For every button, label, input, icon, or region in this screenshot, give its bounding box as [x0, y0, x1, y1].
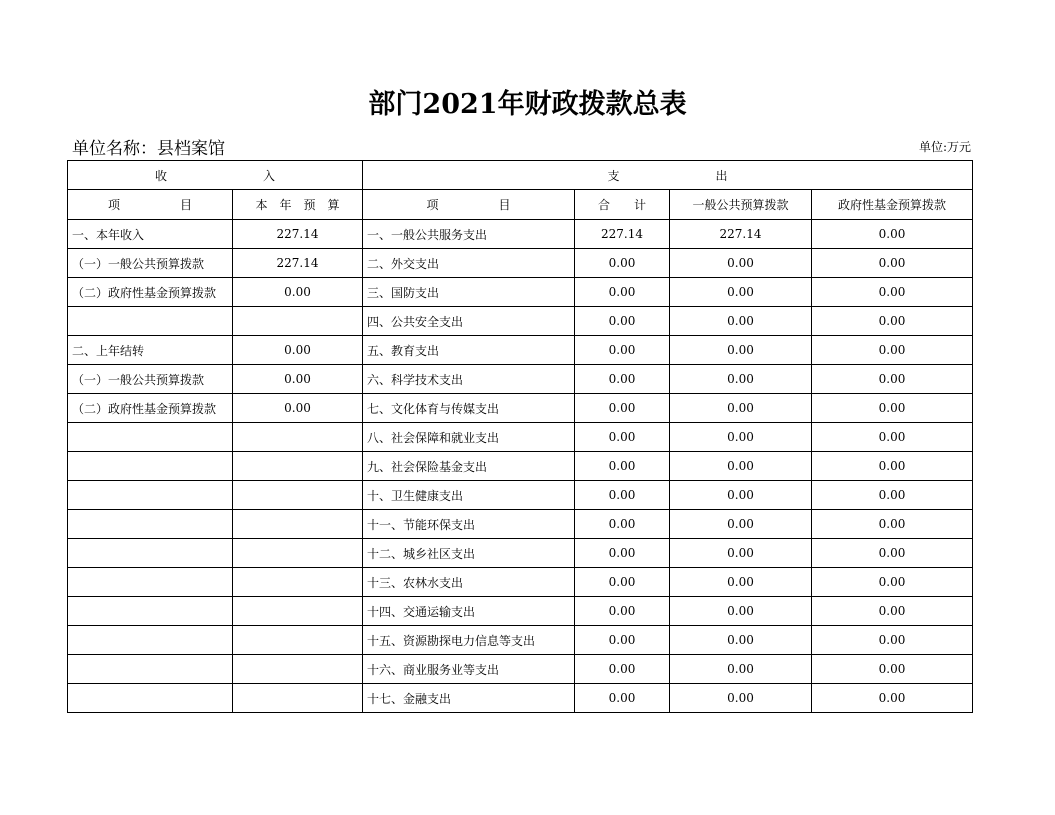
fund-budget-cell: 0.00: [812, 626, 973, 655]
income-item-cell: （二）政府性基金预算拨款: [68, 394, 233, 423]
general-budget-cell: 0.00: [670, 539, 812, 568]
income-item-cell: [68, 539, 233, 568]
income-item-cell: 二、上年结转: [68, 336, 233, 365]
income-value-cell: [233, 307, 363, 336]
expense-header: 支 出: [363, 161, 973, 190]
income-header: 收 入: [68, 161, 363, 190]
expense-item-cell: 二、外交支出: [363, 249, 575, 278]
unit-label: 单位:万元: [918, 140, 971, 154]
general-budget-cell: 0.00: [670, 510, 812, 539]
total-header: 合 计: [575, 190, 670, 220]
table-row: [68, 568, 973, 597]
income-value-cell: 0.00: [233, 278, 363, 307]
general-budget-cell: 0.00: [670, 336, 812, 365]
expense-item-cell: 五、教育支出: [363, 336, 575, 365]
income-item-cell: （二）政府性基金预算拨款: [68, 278, 233, 307]
table-row: [68, 626, 973, 655]
budget-table: [67, 160, 973, 713]
total-cell: 0.00: [575, 249, 670, 278]
income-value-cell: [233, 684, 363, 713]
general-budget-header: 一般公共预算拨款: [670, 190, 812, 220]
fund-budget-cell: 0.00: [812, 684, 973, 713]
table-row: [68, 394, 973, 423]
income-value-cell: [233, 539, 363, 568]
income-value-cell: [233, 481, 363, 510]
general-budget-cell: 0.00: [670, 394, 812, 423]
total-cell: 0.00: [575, 597, 670, 626]
expense-item-cell: 八、社会保障和就业支出: [363, 423, 575, 452]
income-value-cell: [233, 510, 363, 539]
fund-budget-cell: 0.00: [812, 220, 973, 249]
table-row: [68, 452, 973, 481]
general-budget-cell: 0.00: [670, 423, 812, 452]
general-budget-cell: 0.00: [670, 597, 812, 626]
fund-budget-cell: 0.00: [812, 510, 973, 539]
fund-budget-cell: 0.00: [812, 568, 973, 597]
income-value-cell: 227.14: [233, 249, 363, 278]
total-cell: 0.00: [575, 394, 670, 423]
unit-name: 单位名称：县档案馆: [72, 139, 225, 159]
expense-item-cell: 六、科学技术支出: [363, 365, 575, 394]
expense-item-cell: 九、社会保险基金支出: [363, 452, 575, 481]
income-item-cell: 一、本年收入: [68, 220, 233, 249]
fund-budget-cell: 0.00: [812, 394, 973, 423]
income-item-cell: [68, 307, 233, 336]
expense-item-cell: 十三、农林水支出: [363, 568, 575, 597]
general-budget-cell: 0.00: [670, 307, 812, 336]
general-budget-cell: 0.00: [670, 249, 812, 278]
income-item-cell: [68, 510, 233, 539]
expense-item-cell: 四、公共安全支出: [363, 307, 575, 336]
fund-budget-cell: 0.00: [812, 597, 973, 626]
table-row: [68, 481, 973, 510]
income-value-cell: 0.00: [233, 365, 363, 394]
expense-item-cell: 七、文化体育与传媒支出: [363, 394, 575, 423]
fund-budget-cell: 0.00: [812, 307, 973, 336]
header-row-1: [68, 161, 973, 190]
expense-item-cell: 十四、交通运输支出: [363, 597, 575, 626]
table-row: [68, 510, 973, 539]
income-value-cell: 0.00: [233, 394, 363, 423]
general-budget-cell: 0.00: [670, 278, 812, 307]
total-cell: 0.00: [575, 452, 670, 481]
income-item-cell: [68, 452, 233, 481]
fund-budget-cell: 0.00: [812, 365, 973, 394]
table-row: [68, 597, 973, 626]
general-budget-cell: 0.00: [670, 684, 812, 713]
fund-budget-header: 政府性基金预算拨款: [812, 190, 973, 220]
header-row-2: [68, 190, 973, 220]
total-cell: 227.14: [575, 220, 670, 249]
total-cell: 0.00: [575, 626, 670, 655]
total-cell: 0.00: [575, 278, 670, 307]
income-value-cell: 227.14: [233, 220, 363, 249]
general-budget-cell: 0.00: [670, 626, 812, 655]
expense-item-cell: 一、一般公共服务支出: [363, 220, 575, 249]
total-cell: 0.00: [575, 481, 670, 510]
income-value-cell: [233, 568, 363, 597]
fund-budget-cell: 0.00: [812, 481, 973, 510]
table-row: [68, 423, 973, 452]
table-row: [68, 336, 973, 365]
income-item-header: 项 目: [68, 190, 233, 220]
fund-budget-cell: 0.00: [812, 655, 973, 684]
fund-budget-cell: 0.00: [812, 336, 973, 365]
table-row: [68, 684, 973, 713]
table-row: [68, 365, 973, 394]
table-row: [68, 539, 973, 568]
total-cell: 0.00: [575, 365, 670, 394]
table-row: [68, 307, 973, 336]
income-value-cell: [233, 423, 363, 452]
total-cell: 0.00: [575, 307, 670, 336]
income-item-cell: [68, 423, 233, 452]
table-row: [68, 220, 973, 249]
fund-budget-cell: 0.00: [812, 249, 973, 278]
page-title: 部门2021年财政拨款总表: [368, 89, 687, 120]
budget-header: 本 年 预 算: [233, 190, 363, 220]
total-cell: 0.00: [575, 568, 670, 597]
income-value-cell: [233, 655, 363, 684]
fund-budget-cell: 0.00: [812, 452, 973, 481]
income-value-cell: 0.00: [233, 336, 363, 365]
table-row: [68, 655, 973, 684]
fund-budget-cell: 0.00: [812, 423, 973, 452]
income-item-cell: （一）一般公共预算拨款: [68, 365, 233, 394]
income-item-cell: [68, 568, 233, 597]
general-budget-cell: 227.14: [670, 220, 812, 249]
general-budget-cell: 0.00: [670, 452, 812, 481]
expense-item-cell: 十七、金融支出: [363, 684, 575, 713]
fund-budget-cell: 0.00: [812, 539, 973, 568]
expense-item-cell: 十二、城乡社区支出: [363, 539, 575, 568]
table-row: [68, 249, 973, 278]
table-row: [68, 278, 973, 307]
expense-item-cell: 十六、商业服务业等支出: [363, 655, 575, 684]
total-cell: 0.00: [575, 539, 670, 568]
general-budget-cell: 0.00: [670, 365, 812, 394]
expense-item-cell: 十、卫生健康支出: [363, 481, 575, 510]
expense-item-header: 项 目: [363, 190, 575, 220]
expense-item-cell: 十一、节能环保支出: [363, 510, 575, 539]
total-cell: 0.00: [575, 655, 670, 684]
general-budget-cell: 0.00: [670, 568, 812, 597]
income-value-cell: [233, 626, 363, 655]
income-value-cell: [233, 452, 363, 481]
total-cell: 0.00: [575, 510, 670, 539]
income-value-cell: [233, 597, 363, 626]
expense-item-cell: 十五、资源勘探电力信息等支出: [363, 626, 575, 655]
income-item-cell: [68, 481, 233, 510]
income-item-cell: [68, 655, 233, 684]
income-item-cell: [68, 626, 233, 655]
total-cell: 0.00: [575, 684, 670, 713]
fund-budget-cell: 0.00: [812, 278, 973, 307]
total-cell: 0.00: [575, 423, 670, 452]
general-budget-cell: 0.00: [670, 481, 812, 510]
income-item-cell: [68, 597, 233, 626]
general-budget-cell: 0.00: [670, 655, 812, 684]
income-item-cell: （一）一般公共预算拨款: [68, 249, 233, 278]
expense-item-cell: 三、国防支出: [363, 278, 575, 307]
total-cell: 0.00: [575, 336, 670, 365]
income-item-cell: [68, 684, 233, 713]
